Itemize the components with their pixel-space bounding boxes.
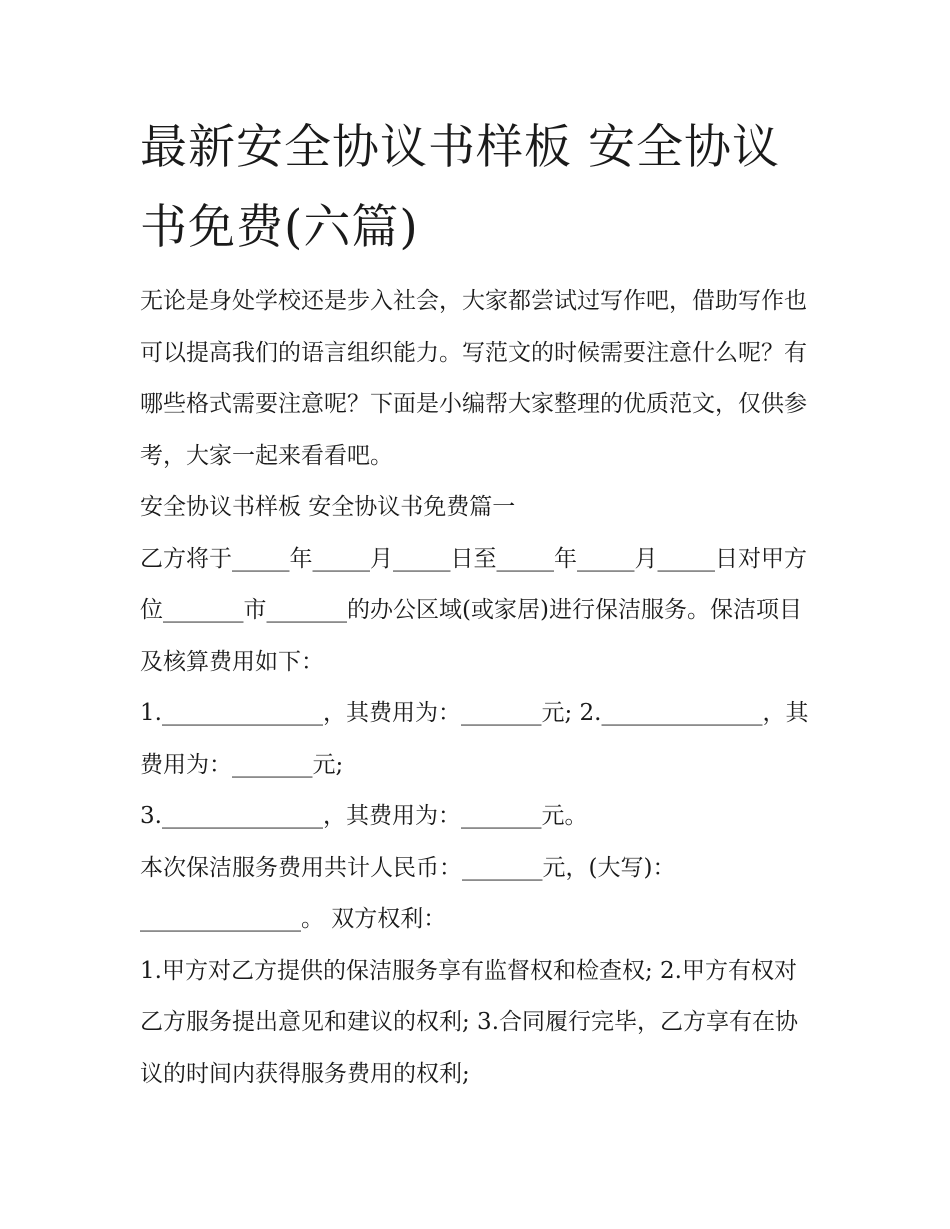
rights-paragraph: 1.甲方对乙方提供的保洁服务享有监督权和检查权; 2.甲方有权对乙方服务提出意见和建议的权利; 3.合同履行完毕，乙方享有在协议的时间内获得服务费用的权利;: [140, 957, 799, 1087]
fee-items-paragraph: 1.______________，其费用为：_______元; 2.______________，其费用为：_______元;: [140, 700, 809, 778]
fee-item-3-paragraph: 3.______________，其费用为：_______元。: [140, 803, 588, 829]
intro-paragraph: 无论是身处学校还是步入社会，大家都尝试过写作吧，借助写作也可以提高我们的语言组织能力。写范文的时候需要注意什么呢？有哪些格式需要注意呢？下面是小编帮大家整理的优质范文，仅供参考，大家一起来看看吧。: [140, 288, 807, 469]
document-title: 最新安全协议书样板 安全协议书免费(六篇): [140, 120, 780, 255]
document-body: [140, 276, 812, 1100]
section-heading: 安全协议书样板 安全协议书免费篇一: [140, 494, 516, 520]
total-fee-paragraph: 本次保洁服务费用共计人民币：_______元，(大写)：______________。 双方权利：: [140, 854, 676, 932]
service-period-paragraph: 乙方将于_____年_____月_____日至_____年_____月_____日对甲方位_______市_______的办公区域(或家居)进行保洁服务。保洁项目及核算费用如下：: [140, 545, 807, 675]
